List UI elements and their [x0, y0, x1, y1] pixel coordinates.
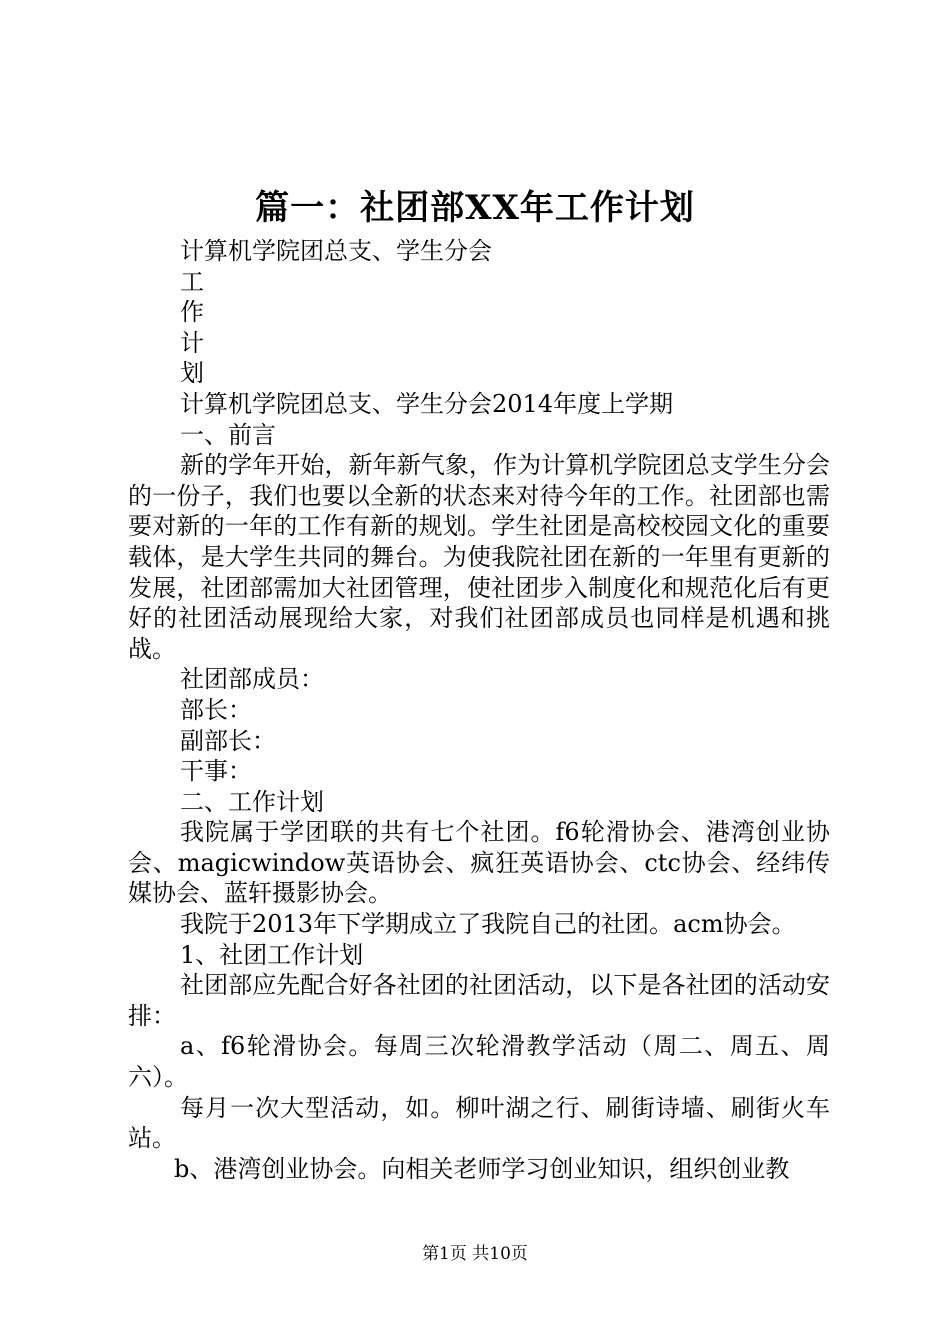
clubs-paragraph: 我院属于学团联的共有七个社团。f6轮滑协会、港湾创业协会、magicwindow英语协会、疯狂英语协会、ctc协会、经纬传媒协会、蓝轩摄影协会。	[128, 818, 830, 908]
preface-paragraph: 新的学年开始，新年新气象，作为计算机学院团总支学生分会的一份子，我们也要以全新的状态来对待今年的工作。社团部也需要对新的一年的工作有新的规划。学生社团是高校校园文化的重要载体，是大学生共同的舞台。为使我院社团在新的一年里有更新的发展，社团部需加大社团管理，使社团步入制度化和规范化后有更好的社团活动展现给大家，对我们社团部成员也同样是机遇和挑战。	[128, 451, 830, 663]
page-footer: 第1页 共10页	[422, 1244, 528, 1264]
activities-intro-paragraph: 社团部应先配合好各社团的社团活动，以下是各社团的活动安排：	[128, 971, 830, 1030]
section-heading-preface: 一、前言	[180, 420, 276, 449]
members-heading: 社团部成员：	[180, 665, 324, 694]
org-line: 计算机学院团总支、学生分会	[180, 237, 492, 265]
harbor-club-paragraph: b、港湾创业协会。向相关老师学习创业知识，组织创业教	[174, 1154, 790, 1183]
document-body	[128, 236, 830, 1184]
term-line: 计算机学院团总支、学生分会2014年度上学期	[180, 389, 674, 418]
subsection-heading: 1、社团工作计划	[180, 940, 364, 969]
monthly-activity-paragraph: 每月一次大型活动，如。柳叶湖之行、刷街诗墙、刷街火车站。	[128, 1093, 830, 1153]
vertical-char-line: 计	[180, 328, 204, 357]
f6-club-paragraph: a、f6轮滑协会。每周三次轮滑教学活动（周二、周五、周六）。	[128, 1032, 830, 1092]
acm-paragraph: 我院于2013年下学期成立了我院自己的社团。acm协会。	[180, 910, 796, 939]
vertical-char-line: 工	[180, 267, 204, 296]
section-heading-work-plan: 二、工作计划	[180, 787, 324, 816]
document-title: 篇一：社团部XX年工作计划	[255, 188, 695, 228]
members-officers: 干事：	[180, 757, 252, 786]
members-minister: 部长：	[180, 695, 252, 724]
vertical-char-line: 作	[180, 298, 204, 327]
vertical-char-line: 划	[180, 359, 204, 388]
members-vice-minister: 副部长：	[180, 726, 276, 755]
